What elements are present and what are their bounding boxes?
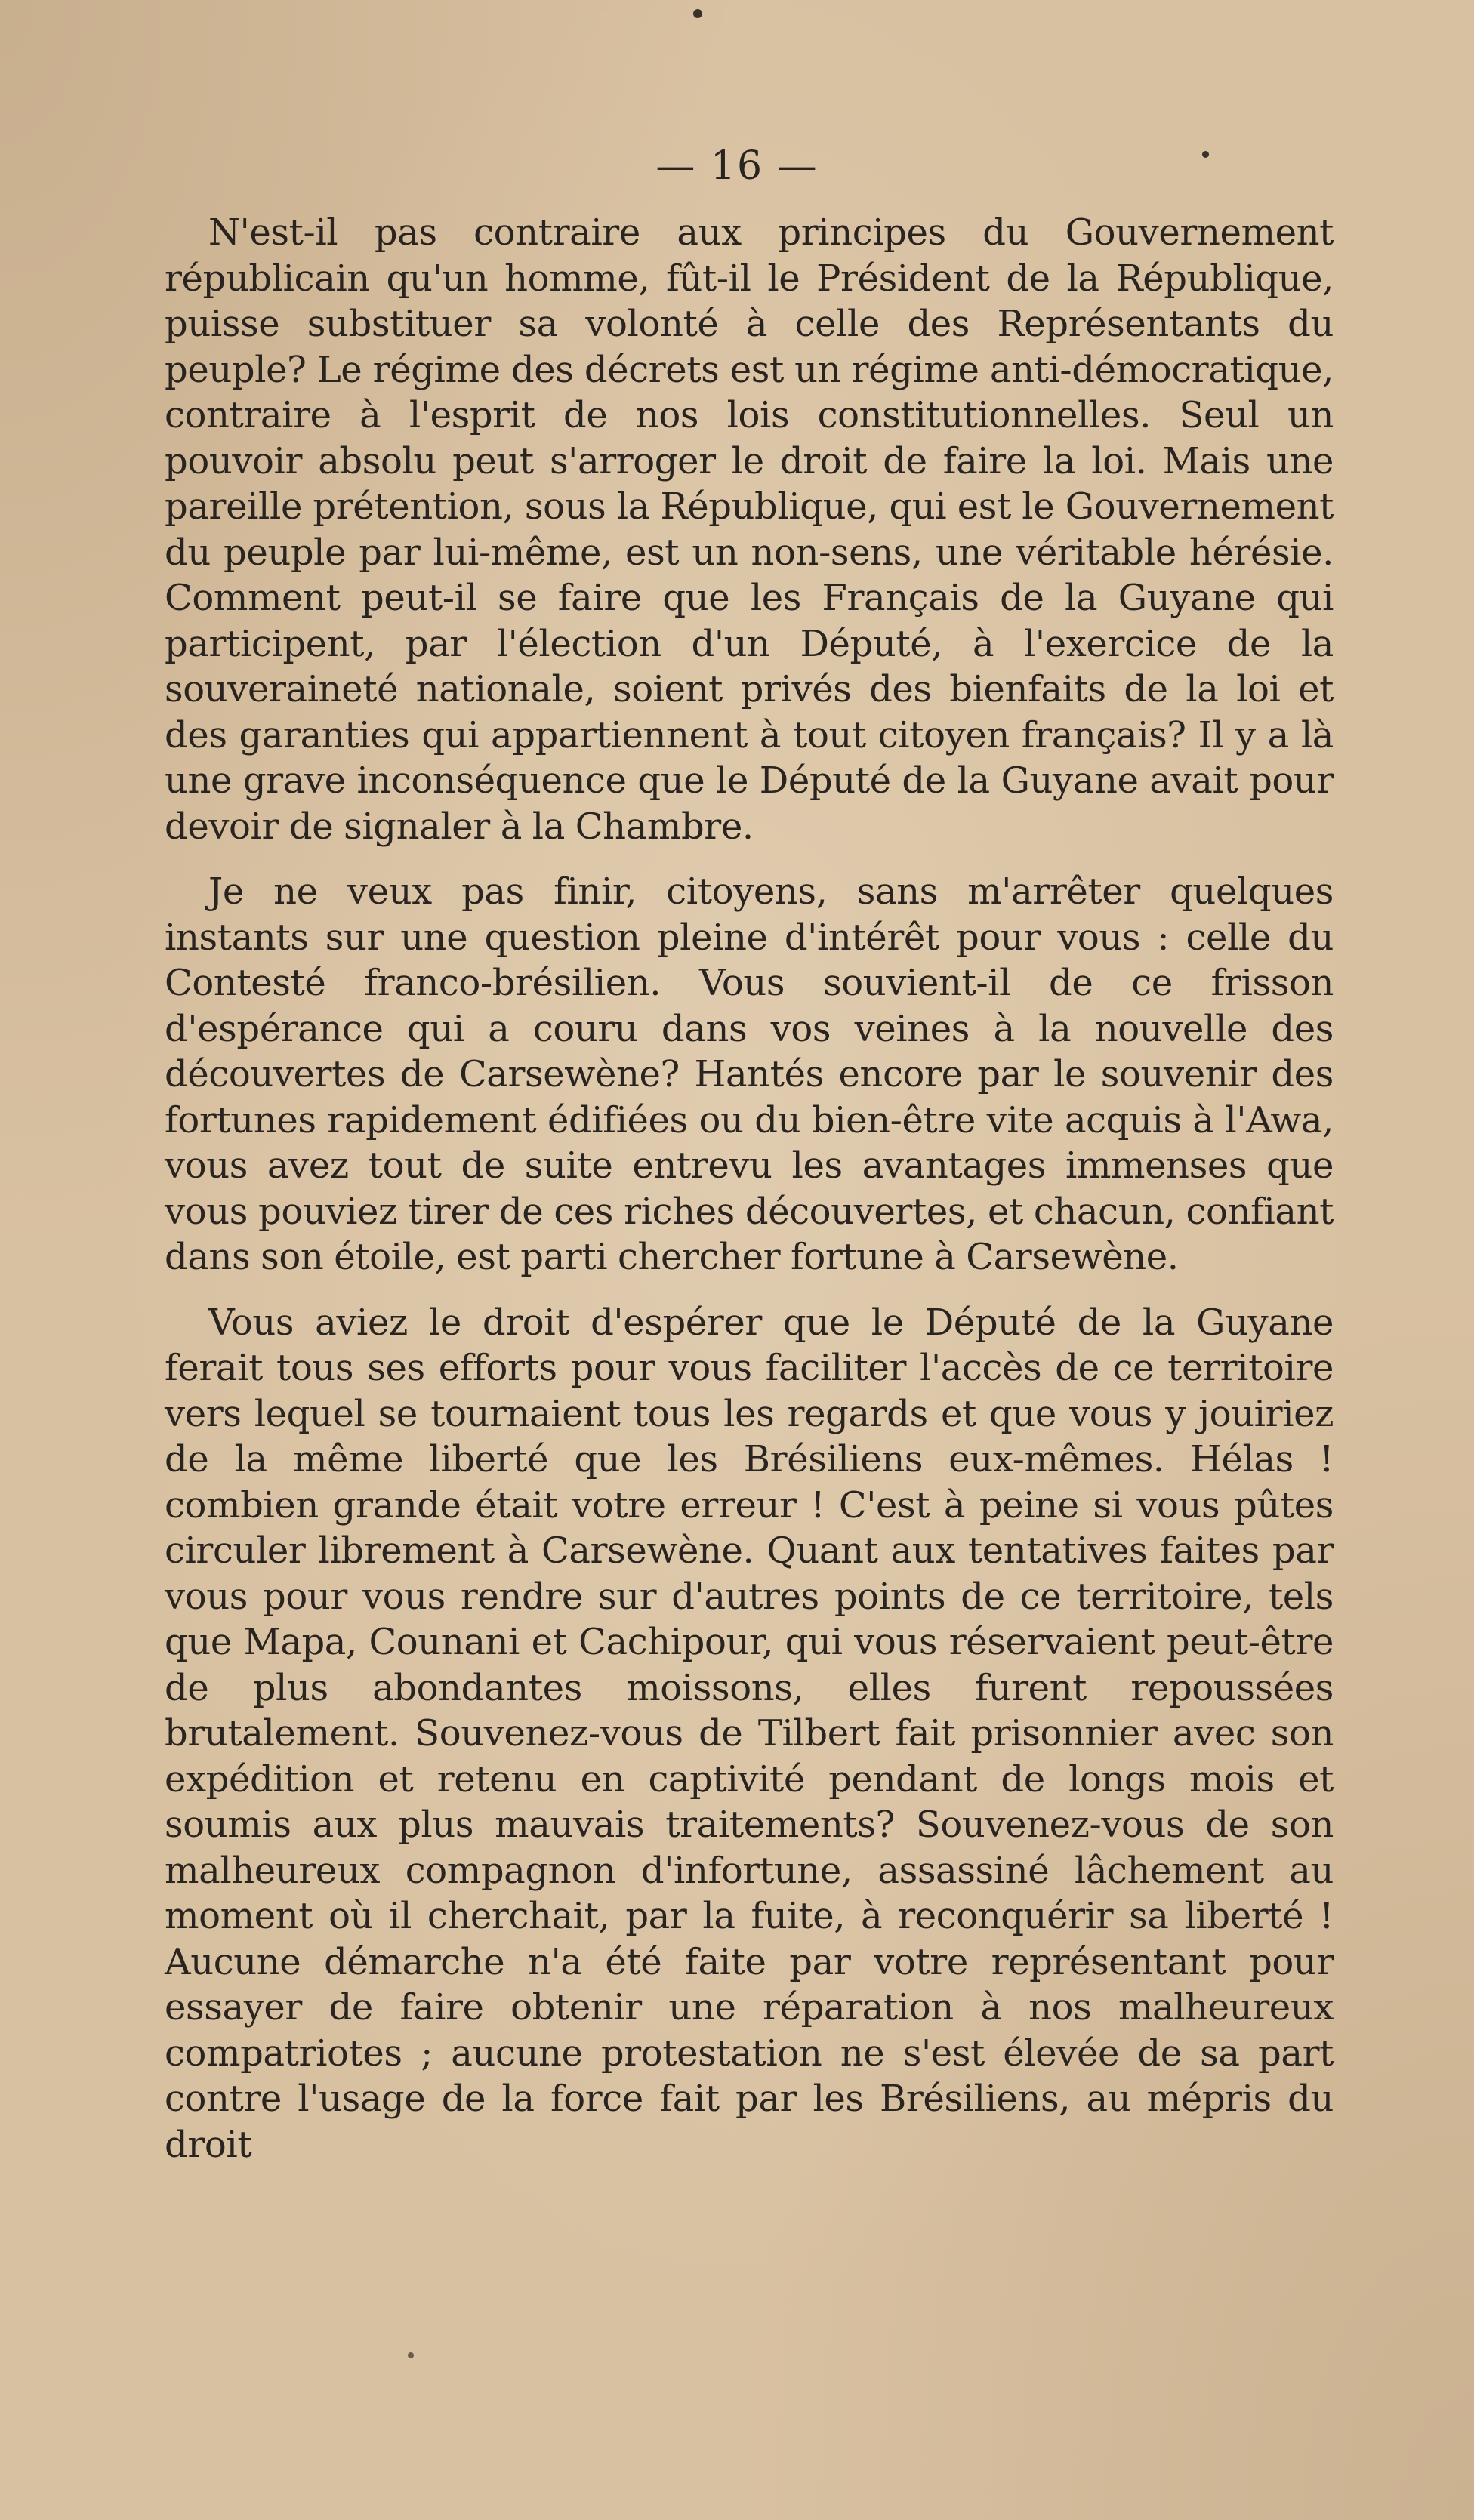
paragraph-1: N'est-il pas contraire aux principes du Gouvernement républicain qu'un homme, fût-il le Président de la République, puisse substituer sa volonté à celle des Représentants du peuple? Le régime des décrets est un régime anti-démocratique, contraire à l'esprit de nos lois constitutionnelles. Seul un pouvoir absolu peut s'arroger le droit de faire la loi. Mais une pareille prétention, sous la République, qui est le Gouvernement du peuple par lui-même, est un non-sens, une véritable hérésie. Comment peut-il se faire que les Français de la Guyane qui participent, par l'élection d'un Député, à l'exercice de la souveraineté nationale, soient privés des bienfaits de la loi et des garanties qui appartiennent à tout citoyen français? Il y a là une grave inconséquence que le Député de la Guyane avait pour devoir de signaler à la Chambre. xyxy=(165,211,1334,848)
ink-speck-lower xyxy=(408,2352,414,2358)
body-text xyxy=(165,210,1334,2187)
paragraph-2: Je ne veux pas finir, citoyens, sans m'arrêter quelques instants sur une question pleine d'intérêt pour vous : celle du Contesté franco-brésilien. Vous souvient-il de ce frisson d'espérance qui a couru dans vos veines à la nouvelle des découvertes de Carsewène? Hantés encore par le souvenir des fortunes rapidement édifiées ou du bien-être vite acquis à l'Awa, vous avez tout de suite entrevu les avantages immenses que vous pouviez tirer de ces riches découvertes, et chacun, confiant dans son étoile, est parti chercher fortune à Carsewène. xyxy=(165,870,1334,1278)
paragraph-3: Vous aviez le droit d'espérer que le Député de la Guyane ferait tous ses efforts pour vous faciliter l'accès de ce territoire vers lequel se tournaient tous les regards et que vous y jouiriez de la même liberté que les Brésiliens eux-mêmes. Hélas ! combien grande était votre erreur ! C'est à peine si vous pûtes circuler librement à Carsewène. Quant aux tentatives faites par vous pour vous rendre sur d'autres points de ce territoire, tels que Mapa, Counani et Cachipour, qui vous réservaient peut-être de plus abondantes moissons, elles furent repoussées brutalement. Souvenez-vous de Tilbert fait prisonnier avec son expédition et retenu en captivité pendant de longs mois et soumis aux plus mauvais traitements? Souvenez-vous de son malheureux compagnon d'infortune, assassiné lâchement au moment où il cherchait, par la fuite, à reconquérir sa liberté ! Aucune démarche n'a été faite par votre représentant pour essayer de faire obtenir une réparation à nos malheureux compatriotes ; aucune protestation ne s'est élevée de sa part contre l'usage de la force fait par les Brésiliens, au mépris du droit xyxy=(165,1301,1334,2166)
page-number: — 16 — xyxy=(655,143,819,189)
ink-speck-top xyxy=(693,9,702,18)
